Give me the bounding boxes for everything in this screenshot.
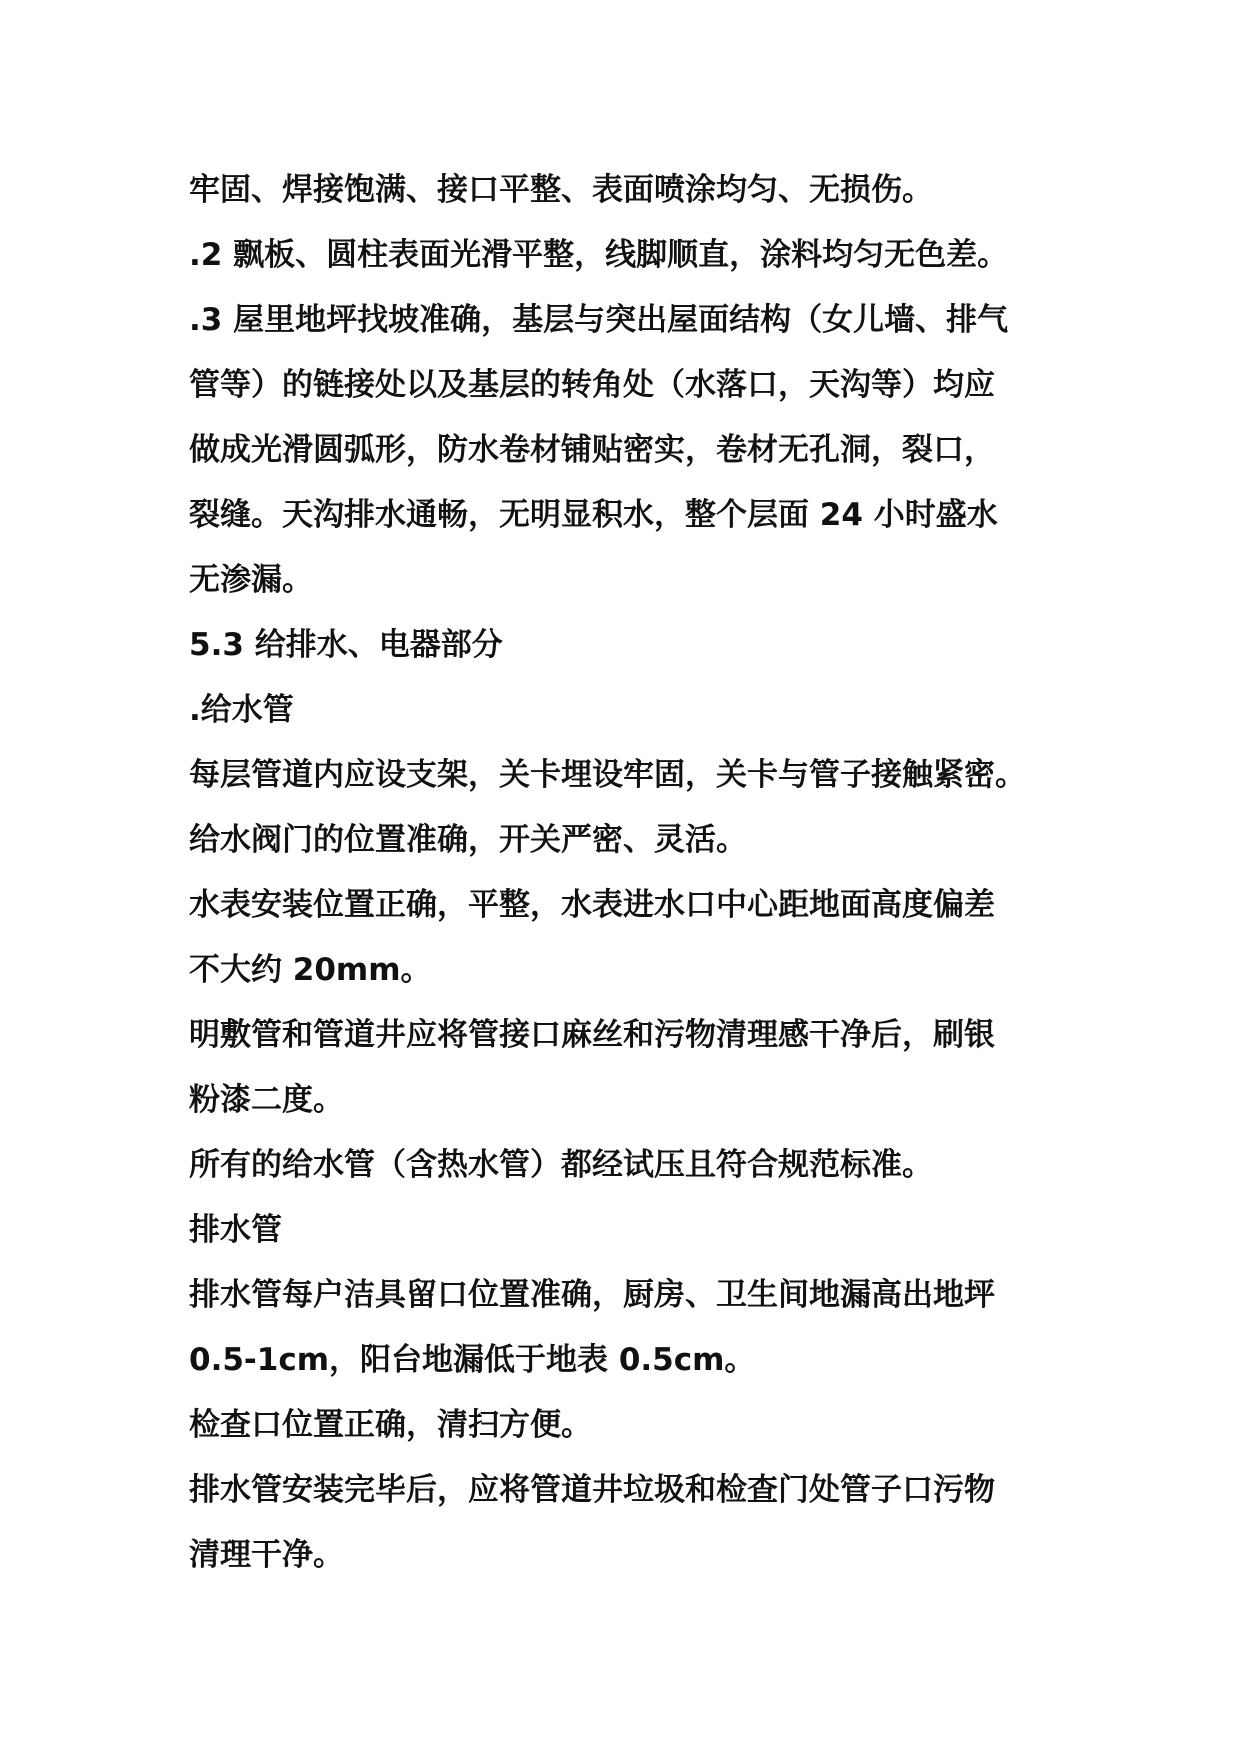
text-line: .3 屋里地坪找坡准确，基层与突出屋面结构（女儿墙、排气	[189, 302, 1009, 338]
text-line: 做成光滑圆弧形，防水卷材铺贴密实，卷材无孔洞，裂口，	[189, 432, 995, 468]
text-line: 0.5-1cm，阳台地漏低于地表 0.5cm。	[189, 1342, 756, 1378]
text-line: 牢固、焊接饱满、接口平整、表面喷涂均匀、无损伤。	[189, 172, 933, 208]
section-heading: 5.3 给排水、电器部分	[189, 627, 503, 663]
text-line: 不大约 20mm。	[189, 952, 432, 988]
text-line: 裂缝。天沟排水通畅，无明显积水，整个层面 24 小时盛水	[189, 497, 998, 533]
text-line: 排水管安装完毕后，应将管道井垃圾和检查门处管子口污物	[189, 1472, 995, 1508]
document-body	[189, 158, 1069, 1588]
text-line: 检查口位置正确，清扫方便。	[189, 1407, 592, 1443]
text-line: 粉漆二度。	[189, 1082, 344, 1118]
text-line: 给水阀门的位置准确，开关严密、灵活。	[189, 822, 747, 858]
subsection-heading: .给水管	[189, 692, 294, 728]
text-line: 水表安装位置正确，平整，水表进水口中心距地面高度偏差	[189, 887, 995, 923]
text-line: 清理干净。	[189, 1537, 344, 1573]
text-line: 无渗漏。	[189, 562, 313, 598]
text-line: 每层管道内应设支架，关卡埋设牢固，关卡与管子接触紧密。	[189, 757, 1026, 793]
text-line: 管等）的链接处以及基层的转角处（水落口，天沟等）均应	[189, 367, 995, 403]
text-line: 明敷管和管道井应将管接口麻丝和污物清理感干净后，刷银	[189, 1017, 995, 1053]
text-line: 所有的给水管（含热水管）都经试压且符合规范标准。	[189, 1147, 933, 1183]
text-line: .2 飘板、圆柱表面光滑平整，线脚顺直，涂料均匀无色差。	[189, 237, 1009, 273]
subsection-heading: 排水管	[189, 1212, 282, 1248]
text-line: 排水管每户洁具留口位置准确，厨房、卫生间地漏高出地坪	[189, 1277, 995, 1313]
